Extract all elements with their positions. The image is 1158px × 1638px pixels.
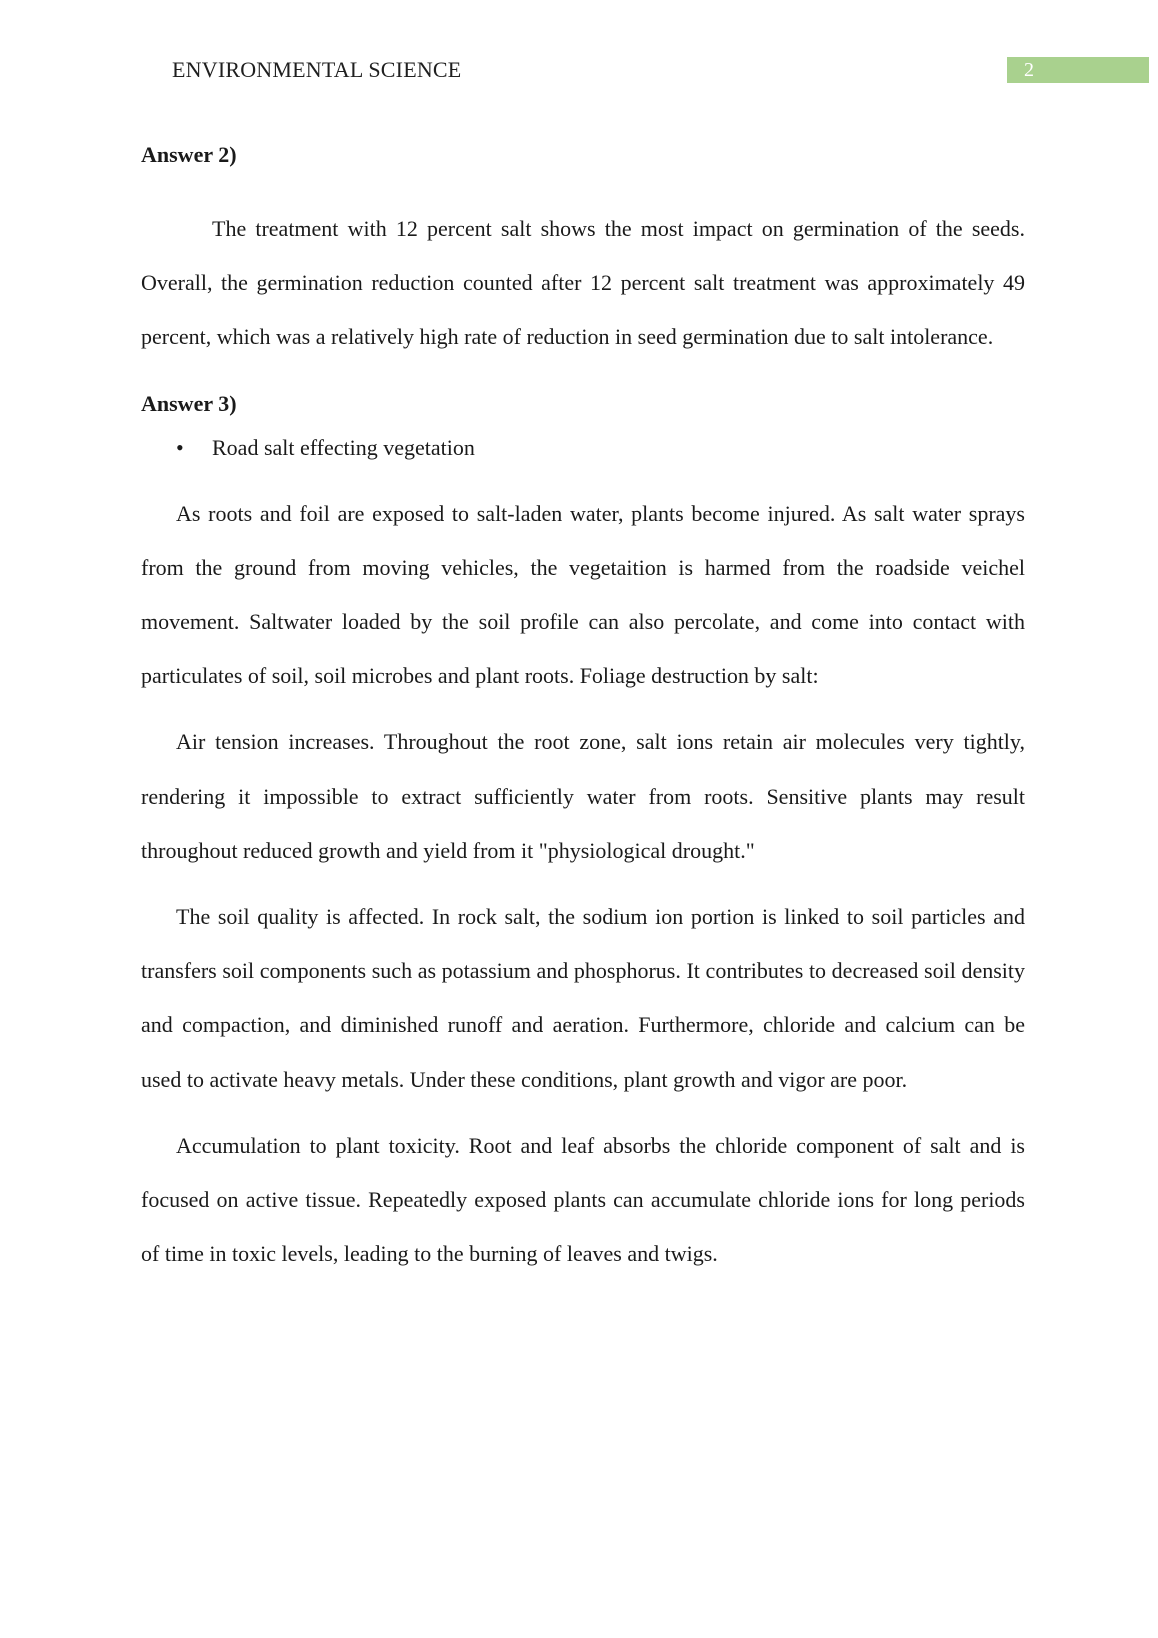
running-head: ENVIRONMENTAL SCIENCE [172,57,462,82]
page-number: 2 [1024,59,1034,81]
bullet-dot-icon: • [176,434,184,460]
answer-3-paragraph-3: The soil quality is affected. In rock salt, the sodium ion portion is linked to soil particles and transfers soil components such as potassium and phosphorus. It contributes to decreased soil density and compaction, and diminished runoff and aeration. Furthermore, chloride and calcium can be used to activate heavy metals. Under these conditions, plant growth and vigor are poor. [141,904,1025,1092]
document-body [141,138,1025,1281]
bullet-text: Road salt effecting vegetation [212,434,475,460]
answer-2-paragraph: The treatment with 12 percent salt shows the most impact on germination of the seeds. Overall, the germination reduction counted after 12 percent salt treatment was approximately 49 percent, which was a relatively high rate of reduction in seed germination due to salt intolerance. [141,216,1025,350]
answer-3-paragraph-4: Accumulation to plant toxicity. Root and leaf absorbs the chloride component of salt and is focused on active tissue. Repeatedly exposed plants can accumulate chloride ions for long periods of time in toxic levels, leading to the burning of leaves and twigs. [141,1132,1025,1267]
page-number-box [1007,57,1149,83]
answer-2-heading: Answer 2) [141,142,237,167]
bullet-item [141,431,1025,471]
answer-3-paragraph-1: As roots and foil are exposed to salt-laden water, plants become injured. As salt water sprays from the ground from moving vehicles, the vegetaition is harmed from the roadside veichel movement. Saltwater loaded by the soil profile can also percolate, and come into contact with particulates of soil, soil microbes and plant roots. Foliage destruction by salt: [141,500,1025,689]
answer-3-paragraph-2: Air tension increases. Throughout the root zone, salt ions retain air molecules very tightly, rendering it impossible to extract sufficiently water from roots. Sensitive plants may result throughout reduced growth and yield from it "physiological drought." [141,729,1025,863]
answer-3-heading: Answer 3) [141,390,237,416]
